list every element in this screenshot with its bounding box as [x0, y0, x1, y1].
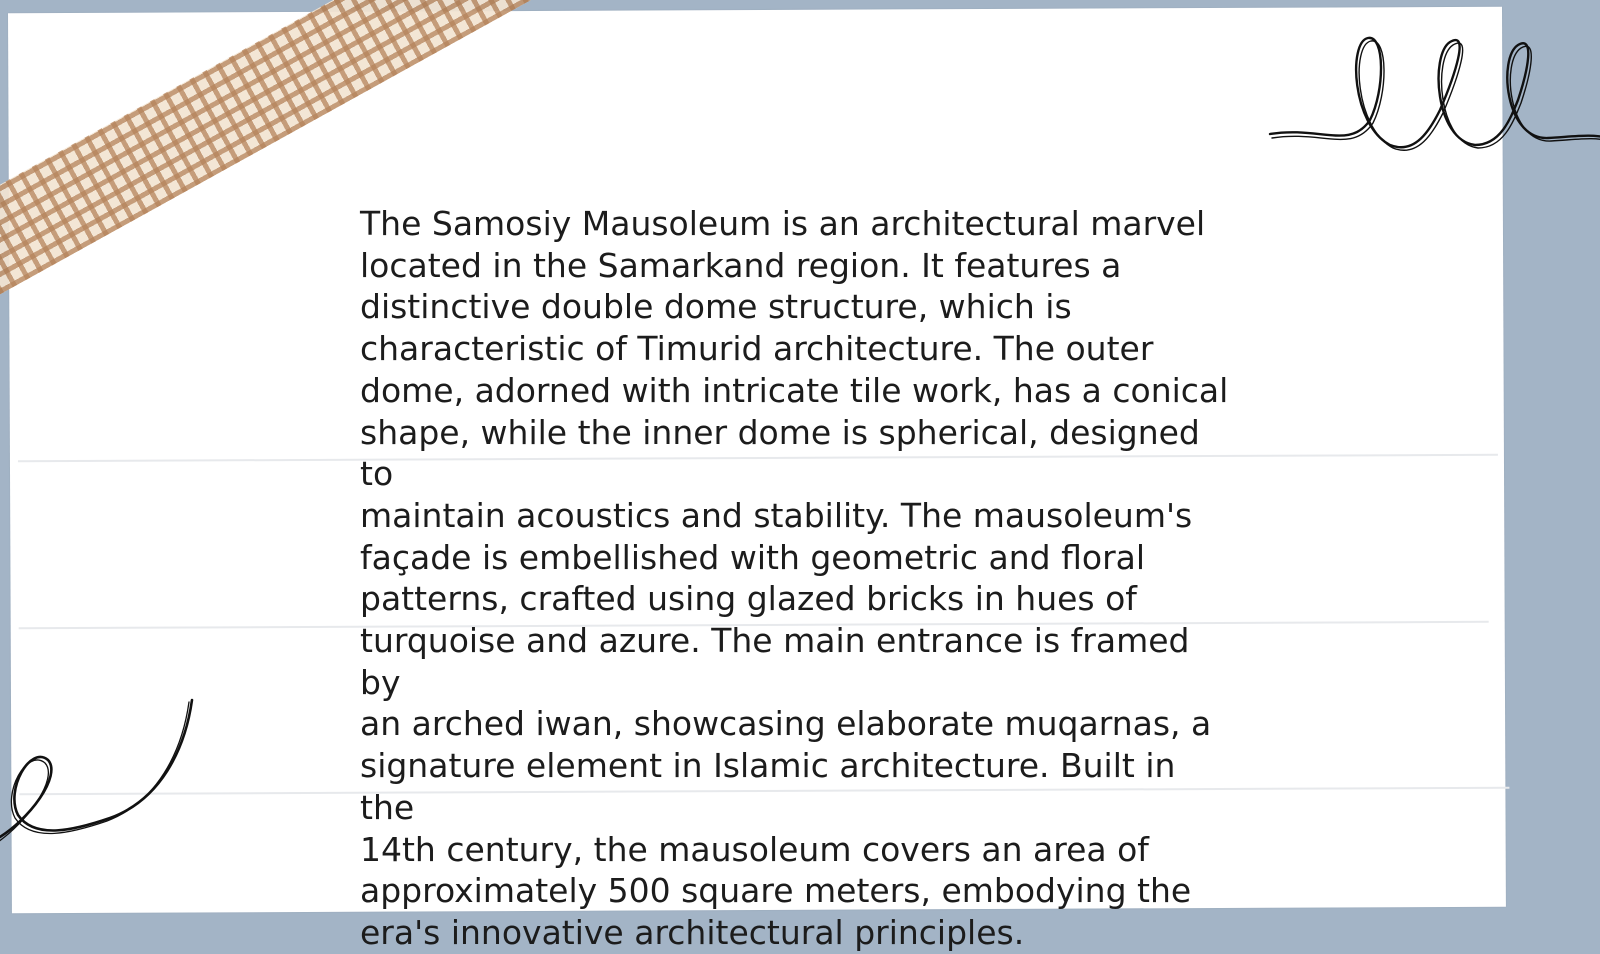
loop-scribble-icon — [1290, 30, 1600, 160]
body-paragraph: The Samosiy Mausoleum is an architectural marvel located in the Samarkand region. It features a distinctive double dome structure, which is characteristic of Timurid architecture. The outer dome, adorned with intricate tile work, has a conical shape, while the inner dome is spherical, designed to maintain acoustics and stability. The mausoleum's façade is embellished with geometric and floral patterns, crafted using glazed bricks in hues of turquoise and azure. The main entrance is framed by an arched iwan, showcasing elaborate muqarnas, a signature element in Islamic architecture. Built in the 14th century, the mausoleum covers an area of approximately 500 square meters, embodying the era's innovative architectural principles. — [360, 204, 1229, 952]
swirl-stroke-icon — [0, 690, 200, 850]
